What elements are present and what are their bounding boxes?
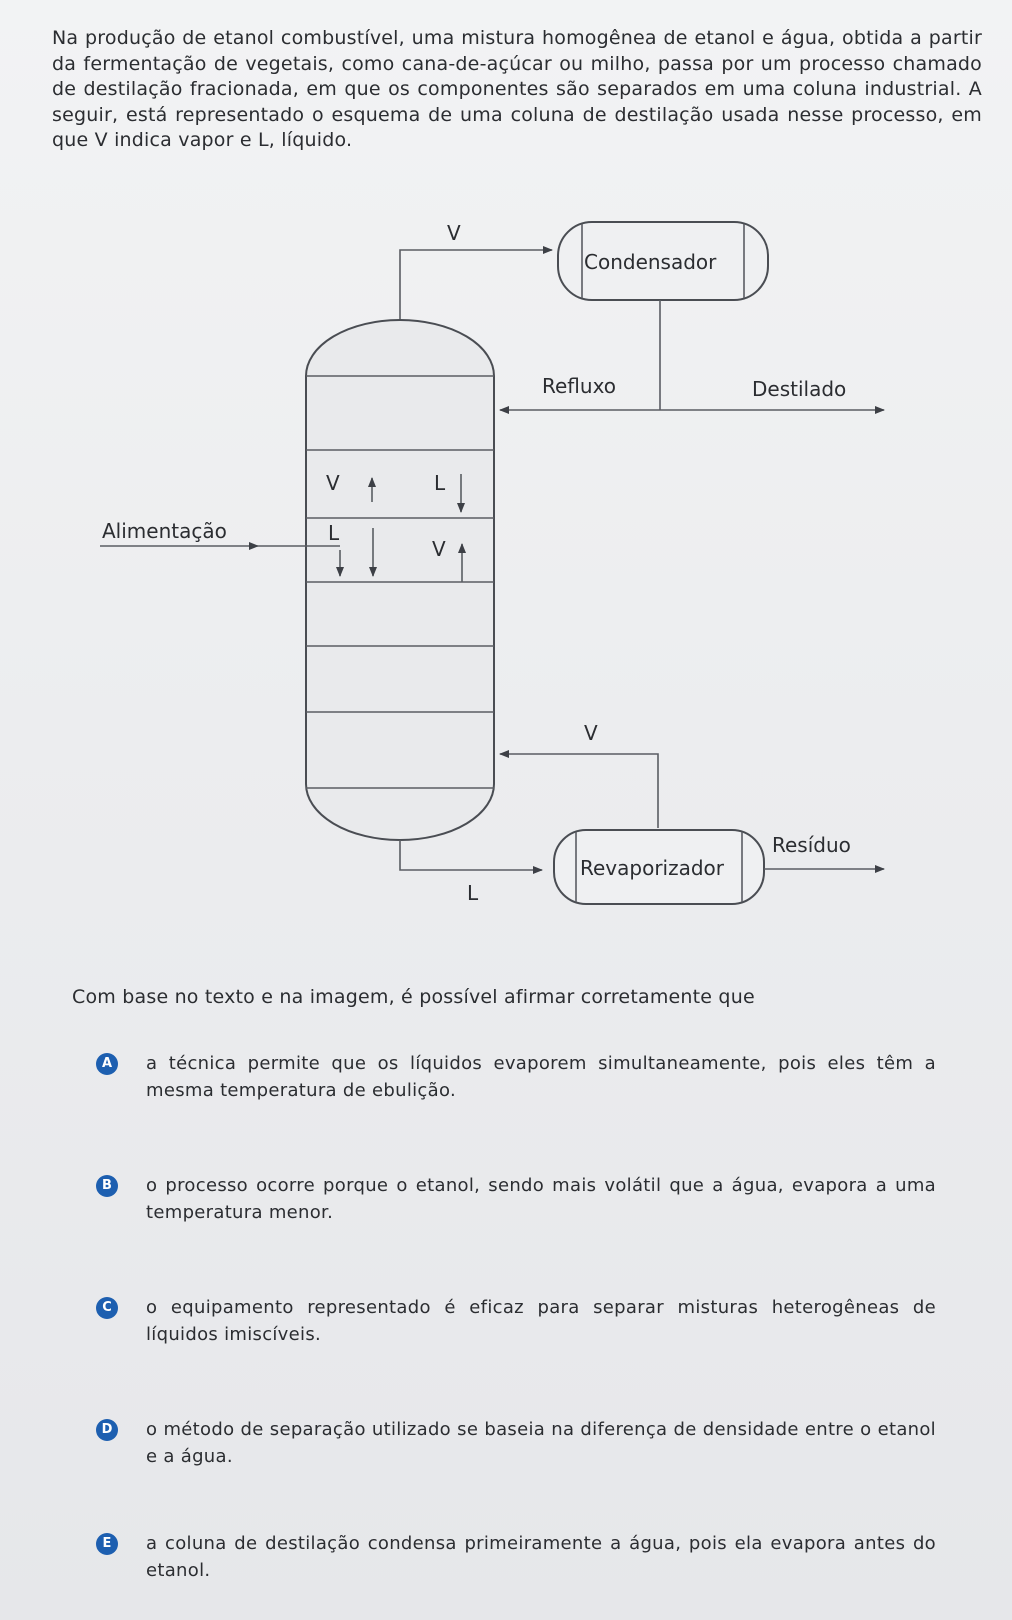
reflux-label: Refluxo: [542, 374, 617, 398]
option-a-text: a técnica permite que os líquidos evaporem simultaneamente, pois eles têm a mesma temperatura de ebulição.: [146, 1053, 936, 1101]
inner-liquid-label: L: [434, 471, 446, 495]
option-e-badge[interactable]: E: [96, 1533, 118, 1555]
inner-vapor-label: V: [326, 471, 340, 495]
option-c-text: o equipamento representado é eficaz para separar misturas heterogêneas de líquidos imiscíveis.: [146, 1297, 936, 1345]
option-d-text: o método de separação utilizado se baseia na diferença de densidade entre o etanol e a água.: [146, 1419, 936, 1467]
condenser-label: Condensador: [584, 250, 717, 274]
option-d-badge[interactable]: D: [96, 1419, 118, 1441]
option-c[interactable]: [96, 1294, 936, 1348]
distillation-diagram: [0, 210, 1012, 910]
bottom-liquid-label: L: [467, 881, 479, 905]
feed-label: Alimentação: [102, 519, 227, 543]
feed-liquid-label: L: [328, 521, 340, 545]
top-vapor-line: [400, 250, 552, 320]
top-vapor-label: V: [447, 221, 461, 245]
inner-vapor-lower-label: V: [432, 537, 446, 561]
distillation-column: [306, 320, 494, 840]
option-e[interactable]: [96, 1530, 936, 1584]
option-a-badge[interactable]: A: [96, 1053, 118, 1075]
distillate-label: Destilado: [752, 377, 847, 401]
option-b-text: o processo ocorre porque o etanol, sendo mais volátil que a água, evapora a uma temperatura menor.: [146, 1175, 936, 1223]
question-prompt: Com base no texto e na imagem, é possível afirmar corretamente que: [72, 986, 755, 1008]
reboiler-vapor-line: [500, 754, 658, 828]
reboiler-vapor-label: V: [584, 721, 598, 745]
bottom-liquid-line: [400, 840, 542, 870]
option-c-badge[interactable]: C: [96, 1297, 118, 1319]
option-b[interactable]: [96, 1172, 936, 1226]
option-b-badge[interactable]: B: [96, 1175, 118, 1197]
option-a[interactable]: [96, 1050, 936, 1104]
option-d[interactable]: [96, 1416, 936, 1470]
intro-paragraph: Na produção de etanol combustível, uma mistura homogênea de etanol e água, obtida a partir da fermentação de vegetais, como cana-de-açúcar ou milho, passa por um processo chamado de destilação fracionada, em que os componentes são separados em uma coluna industrial. A seguir, está representado o esquema de uma coluna de destilação usada nesse processo, em que V indica vapor e L, líquido.: [52, 27, 982, 151]
option-e-text: a coluna de destilação condensa primeiramente a água, pois ela evapora antes do etanol.: [146, 1533, 936, 1581]
reboiler-label: Revaporizador: [580, 856, 725, 880]
residue-label: Resíduo: [772, 833, 851, 857]
